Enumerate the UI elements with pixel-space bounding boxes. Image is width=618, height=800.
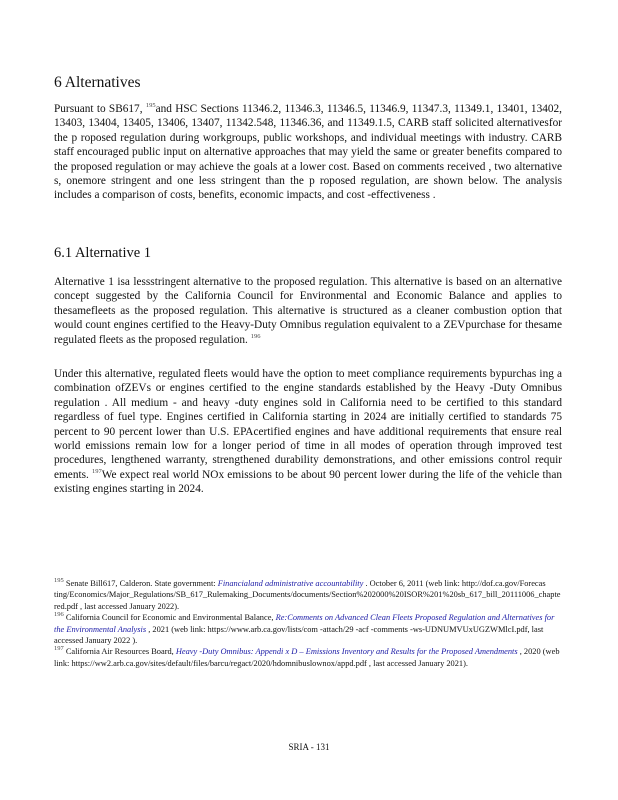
alt1-p2-text-1: Under this alternative, regulated fleets would have the option to meet compliance requirements bypurchas ing a combination ofZEVs or engines certified to the engine standards established by the Heavy -Duty Omnibus regulation . All medium - and heavy -duty engines sold in California need to be certified to this standard regardless of fuel type. Engines certified in California starting in 2024 are initially certified to standards 75 percent to 90 percent lower than U.S. EPAcertified engines and have additional requirements that ensure real world emissions remain low for a longer period of time in all modes of operation through improved test procedures, lengthened warranty, strengthened durability demonstrations, and other emissions control requir ements.: [54, 368, 562, 481]
footnote-title-link[interactable]: Re:Comments on Advanced Clean Fleets Proposed Regulation and Alternatives for the Environmental Analysis: [54, 613, 555, 634]
section-heading: 6 Alternatives: [54, 74, 141, 91]
alternative-1-paragraph-1: [54, 275, 562, 347]
footnote-195: [54, 578, 562, 612]
footnote-ref-197[interactable]: 197: [92, 468, 102, 476]
alt1-p2-text-2: We expect real world NOx emissions to be about 90 percent lower during the life of the vehicle than existing engines starting in 2024.: [54, 468, 562, 496]
subsection-heading: 6.1 Alternative 1: [54, 245, 152, 261]
footnote-title-link[interactable]: Financialand administrative accountability: [217, 579, 364, 588]
footnote-text: , 2020 (web link: https://ww2.arb.ca.gov/sites/default/files/barcu/regact/2020/hdomnibuslownox/appd.pdf , last accessed January 2021).: [54, 647, 560, 668]
footnote-number: 197: [54, 645, 64, 653]
footnote-ref-195[interactable]: 195: [145, 102, 156, 110]
footnote-number: 196: [54, 611, 64, 619]
alternative-1-paragraph-2: [54, 367, 562, 497]
intro-text-2: and HSC Sections 11346.2, 11346.3, 11346.5, 11346.9, 11347.3, 11349.1, 13401, 13402, 13403, 13404, 13405, 13406, 13407, 11342.548, 11346.36, and 11349.1.5, CARB staff solicited alternativesfor the p roposed regulation during workgroups, public workshops, and individual meetings with industry. CARB staff encouraged public input on alternative approaches that may yield the same or greater benefits compared to the proposed regulation or may achieve the goals at a lower cost. Based on comments received , two alternative s, onemore stringent and one less stringent than the p roposed regulation, are shown below. The analysis includes a comparison of costs, benefits, economic impacts, and cost -effectiveness .: [54, 103, 562, 202]
footnote-text: Senate Bill617, Calderon. State government:: [63, 579, 218, 588]
footnote-text: . October 6, 2011 (web link: http://dof.ca.gov/Forecas ting/Economics/Major_Regulations/SB_617_Rulemaking_Documents/documents/Section%202000%20ISOR%201%20sb_617_bill_20111006_chaptered.pdf , last accessed January 2022).: [54, 579, 561, 611]
footnote-text: California Air Resources Board,: [63, 647, 176, 657]
page-number: SRIA - 131: [288, 742, 330, 752]
footnote-text: California Council for Economic and Environmental Balance,: [63, 613, 276, 623]
footnote-text: , 2021 (web link: https://www.arb.ca.gov/lists/com -attach/29 -acf -comments -ws-UDNUMVUxUGZWMlcI.pdf, last accessed January 2022 ).: [54, 624, 544, 646]
footnote-ref-196[interactable]: 196: [250, 332, 261, 340]
alt1-p1-text: Alternative 1 isa lessstringent alternative to the proposed regulation. This alternative is based on an alternative concept suggested by the California Council for Environmental and Economic Balance and applies to thesamefleets as the proposed regulation. This alternative is structured as a cleaner combustion option that would count engines certified to the Heavy-Duty Omnibus regulation equivalent to a ZEVpurchase for thesame regulated fleets as the proposed regulation.: [54, 276, 562, 346]
footnote-title-link[interactable]: Heavy -Duty Omnibus: Appendi x D – Emissions Inventory and Results for the Proposed Amendments: [175, 647, 518, 657]
footnote-196: [54, 612, 562, 646]
footnotes: [54, 578, 562, 669]
footnote-197: [54, 646, 562, 669]
intro-paragraph: [54, 102, 562, 203]
footnote-number: 195: [54, 577, 64, 585]
intro-text-1: Pursuant to SB617,: [54, 103, 146, 115]
